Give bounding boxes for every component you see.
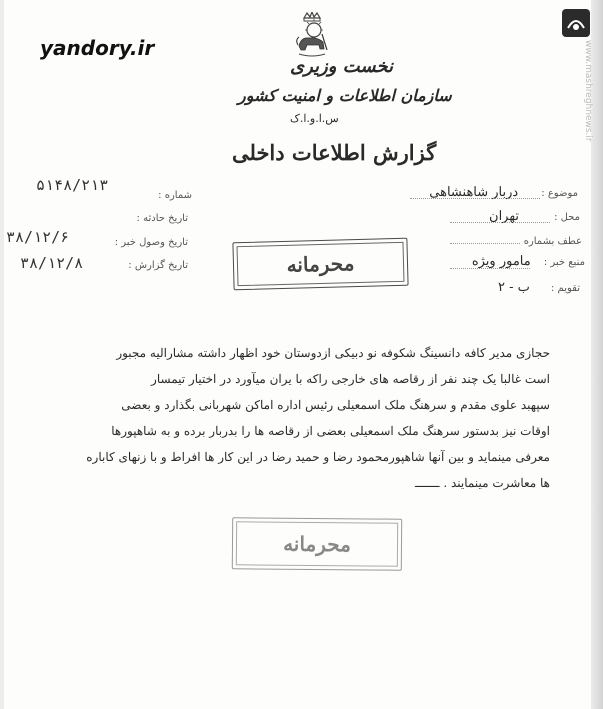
field-rating-label: تقویم : [551, 283, 580, 294]
body-line-1: حجازی مدیر کافه دانسینگ شکوفه نو دبیکی ازدوستان خود اظهار داشته مشارالیه مجبور [116, 346, 550, 360]
report-title: گزارش اطلاعات داخلی [232, 140, 437, 165]
field-place-value: تهران [489, 209, 519, 224]
field-rating [470, 276, 580, 295]
field-report-date-value: ۳۸/۱۲/۸ [20, 254, 84, 272]
org-ministry: نخست وزیری [290, 56, 394, 77]
field-reference-label: عطف بشماره [523, 236, 582, 247]
field-rating-value: ب - ۲ [498, 280, 530, 295]
place-dotted-line [450, 222, 550, 223]
field-source-label: منبع خبر : [543, 257, 585, 268]
field-subject-value: دربار شاهنشاهی [429, 185, 519, 200]
field-source [440, 250, 585, 269]
lion-and-sun-emblem-icon [293, 12, 331, 58]
field-reference [440, 229, 582, 248]
field-incident-date [110, 206, 188, 225]
field-report-date-label: تاریخ گزارش : [128, 260, 188, 271]
confidential-stamp [232, 238, 408, 291]
stamp-inner-border-faded [236, 521, 398, 566]
field-place-label: محل : [554, 212, 580, 223]
subject-dotted-line [410, 198, 540, 199]
body-line-6: ها معاشرت مینمایند . ـــــــ [414, 476, 550, 490]
stamp-inner-border [237, 242, 405, 286]
confidential-stamp-text: محرمانه [286, 251, 355, 277]
body-line-5: معرفی مینماید و بین آنها شاهپورمحمود رضا و حمید رضا در این کار ها افراط و با زنهای کاباره [86, 450, 550, 464]
side-watermark: www.mashreghnews.ir [583, 40, 593, 142]
body-line-3: سپهبد علوی مقدم و سرهنگ ملک اسمعیلی رئیس اداره اماکن شهربانی بگذارد و بعضی [121, 398, 550, 412]
source-dotted-line [450, 268, 530, 269]
field-source-value: مامور ویژه [471, 254, 531, 269]
field-subject-label: موضوع : [541, 188, 578, 199]
body-line-4: اوقات نیز بدستور سرهنگ ملک اسمعیلی بعضی از رقاصه ها را بدربار برده و به شاهپورها [111, 424, 550, 438]
field-number-value: ۵۱۴۸/۲۱۳ [36, 176, 109, 194]
scan-left-edge [0, 0, 4, 709]
confidential-stamp-faded-text: محرمانه [283, 531, 351, 557]
site-logo-icon [561, 8, 591, 38]
site-watermark: yandory.ir [40, 36, 155, 60]
field-number-label: شماره : [158, 190, 192, 201]
reference-dotted-line [450, 243, 520, 244]
field-received-date-label: تاریخ وصول خبر : [114, 237, 188, 248]
org-name: سازمان اطلاعات و امنیت کشور [238, 86, 452, 105]
field-incident-date-label: تاریخ حادثه : [136, 213, 188, 224]
field-number-label-wrap [120, 183, 192, 202]
field-report-date [100, 253, 188, 272]
field-received-date-value: ۳۸/۱۲/۶ [6, 228, 70, 246]
body-line-2: است غالبا یک چند نفر از رقاصه های خارجی راکه با یران میآورد در اختیار تیمسار [151, 372, 550, 386]
field-received-date [85, 230, 188, 249]
org-code: س.ا.و.ا.ک [290, 112, 339, 125]
confidential-stamp-faded [232, 517, 402, 570]
